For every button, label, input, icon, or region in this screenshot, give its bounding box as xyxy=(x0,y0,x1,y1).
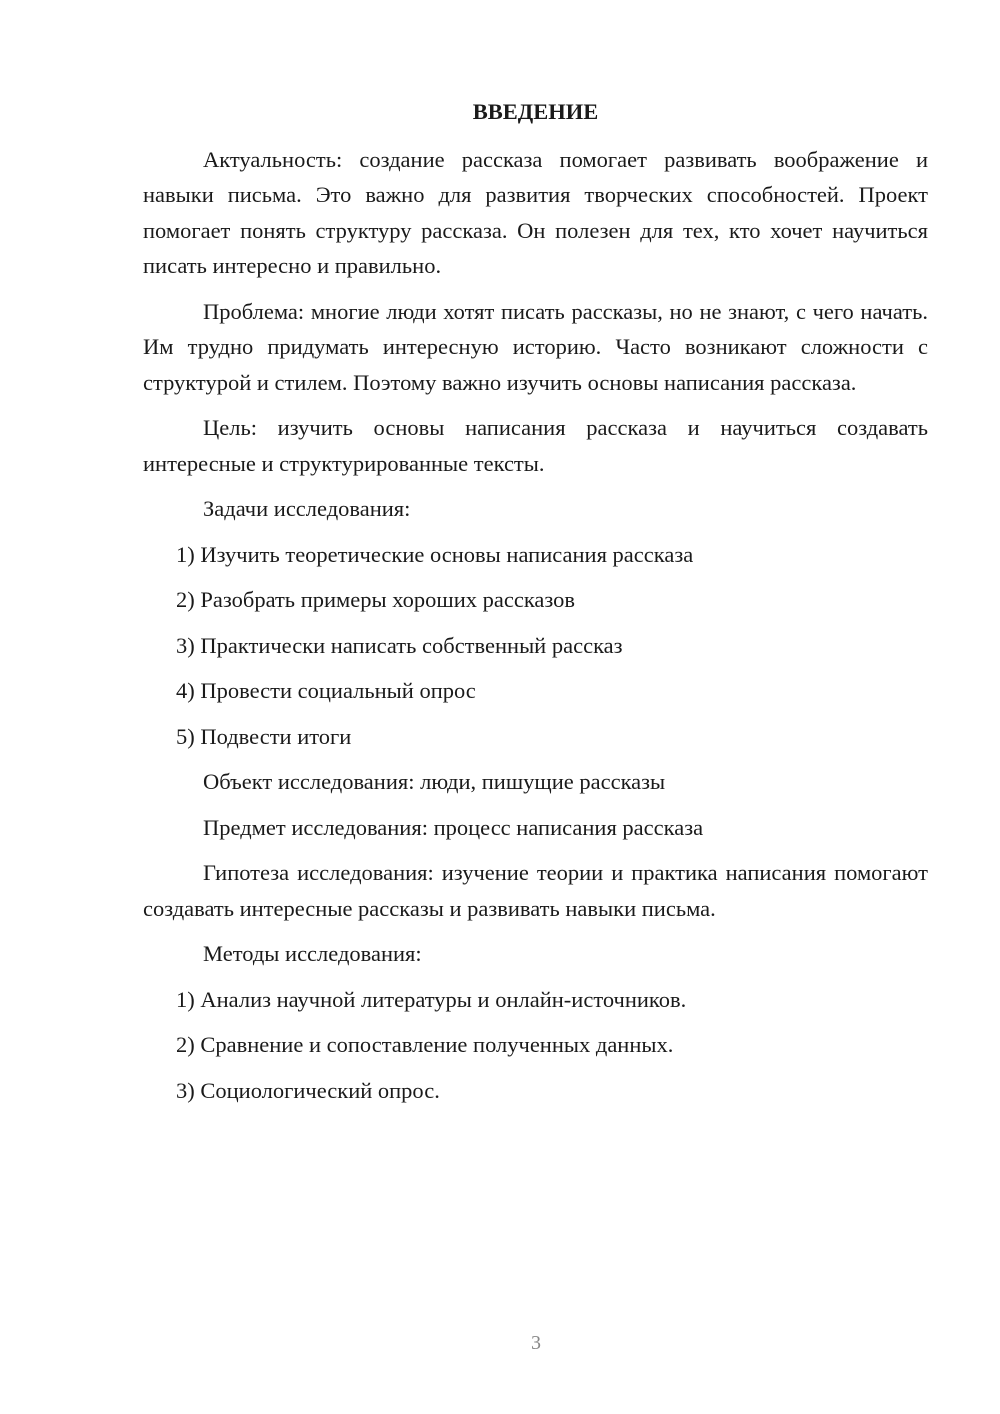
goal-paragraph: Цель: изучить основы написания рассказа и научиться создавать интересные и структурированные тексты. xyxy=(143,415,928,476)
object-paragraph: Объект исследования: люди, пишущие рассказы xyxy=(203,769,666,794)
subject-paragraph: Предмет исследования: процесс написания рассказа xyxy=(203,814,704,840)
method-item: 2) Сравнение и сопоставление полученных данных. xyxy=(176,1032,674,1057)
page-number: 3 xyxy=(531,1332,541,1354)
problem-paragraph: Проблема: многие люди хотят писать рассказы, но не знают, с чего начать. Им трудно придумать интересную историю. Часто возникают сложности с структурой и стилем. Поэтому важно изучить основы написания рассказа. xyxy=(143,298,928,395)
relevance-paragraph: Актуальность: создание рассказа помогает развивать воображение и навыки письма. Это важно для развития творческих способностей. Проект помогает понять структуру рассказа. Он полезен для тех, кто хочет научиться писать интересно и правильно. xyxy=(143,146,928,278)
task-item: 2) Разобрать примеры хороших рассказов xyxy=(176,587,576,612)
page-content xyxy=(143,94,928,1118)
task-item: 4) Провести социальный опрос xyxy=(176,678,476,703)
task-item: 5) Подвести итоги xyxy=(176,723,352,749)
task-item: 1) Изучить теоретические основы написания рассказа xyxy=(176,541,694,567)
method-item: 1) Анализ научной литературы и онлайн-источников. xyxy=(176,986,687,1012)
hypothesis-paragraph: Гипотеза исследования: изучение теории и практика написания помогают создавать интересные рассказы и развивать навыки письма. xyxy=(143,860,928,921)
page-heading: ВВЕДЕНИЕ xyxy=(472,99,599,124)
task-item: 3) Практически написать собственный рассказ xyxy=(176,632,623,658)
methods-title: Методы исследования: xyxy=(203,941,422,966)
tasks-title: Задачи исследования: xyxy=(203,496,411,521)
method-item: 3) Социологический опрос. xyxy=(176,1077,440,1103)
